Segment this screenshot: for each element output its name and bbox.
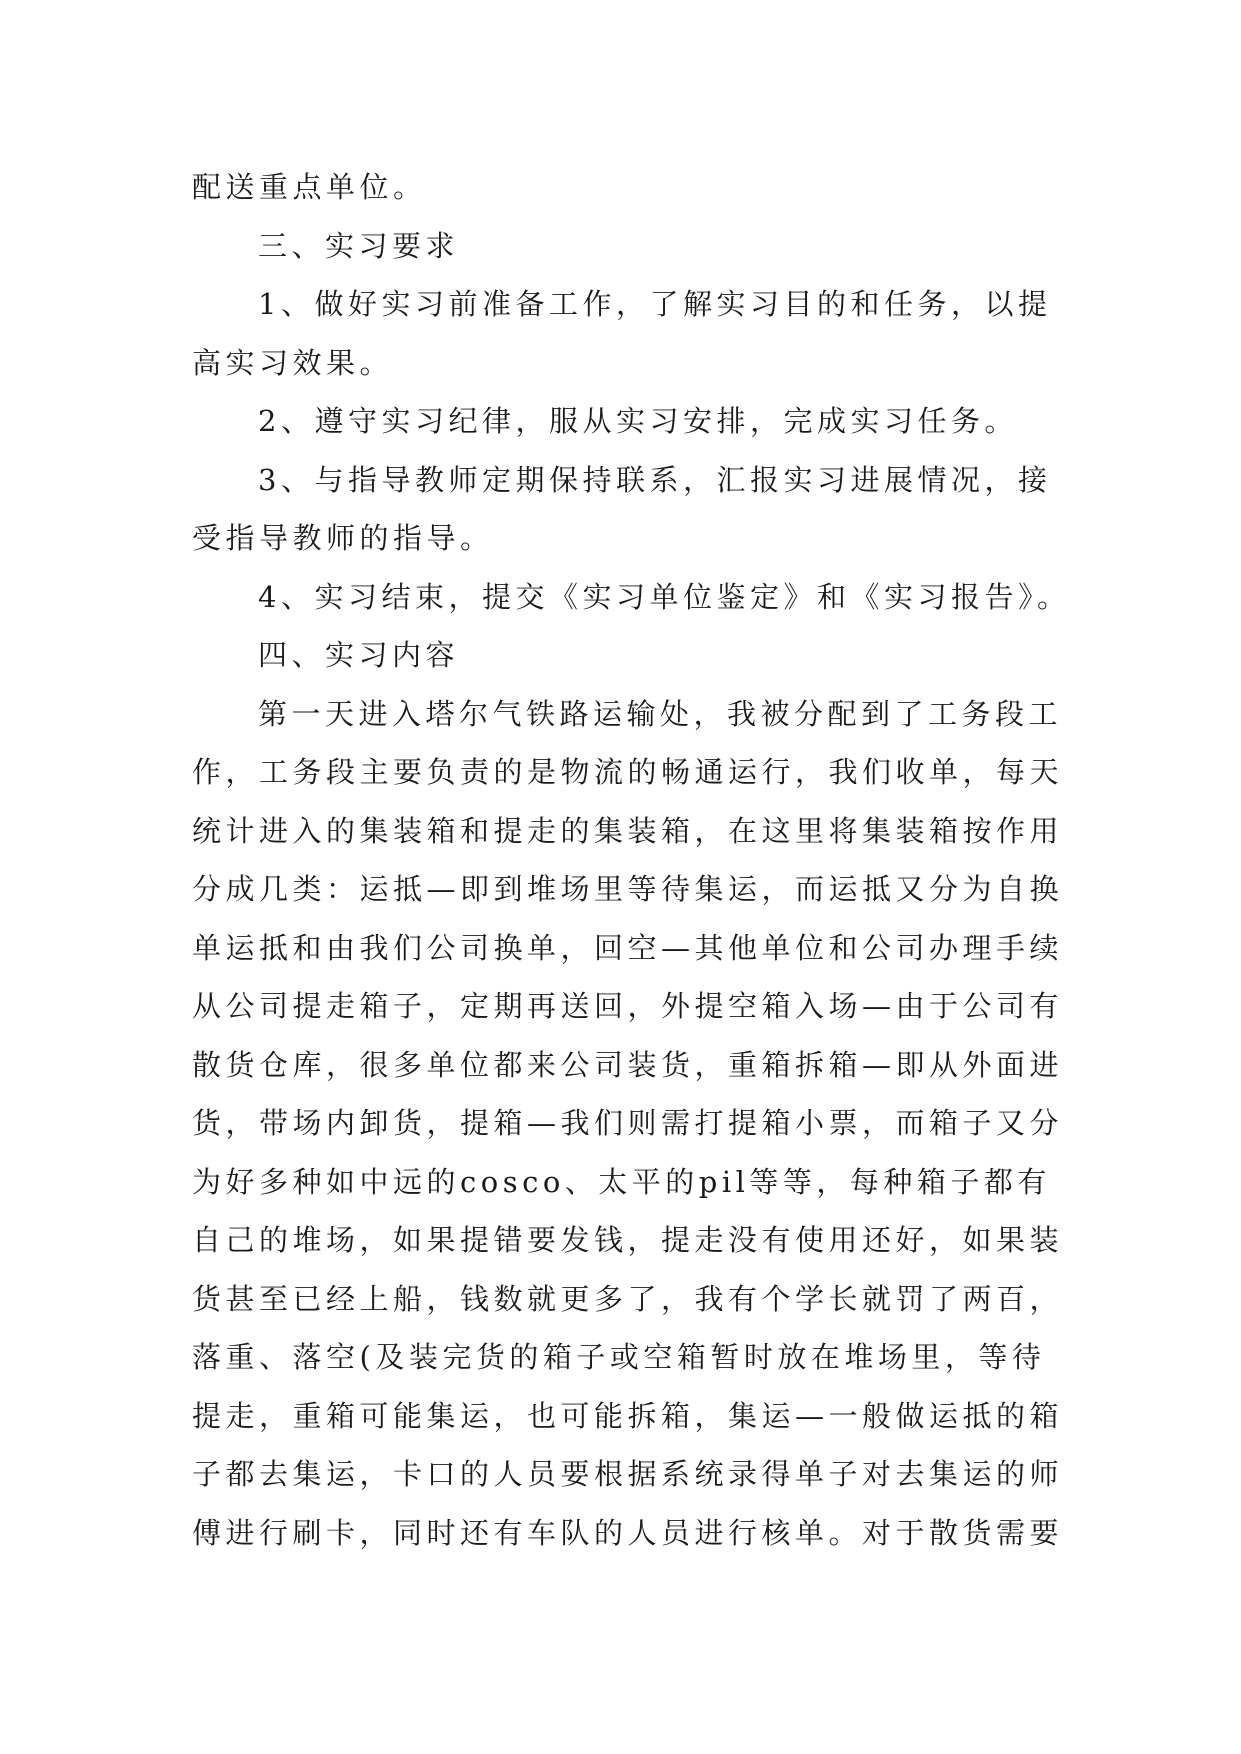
paragraph-line: 货，带场内卸货，提箱—我们则需打提箱小票，而箱子又分 — [192, 1106, 1064, 1140]
list-item: 4、实习结束，提交《实习单位鉴定》和《实习报告》。 — [258, 579, 1071, 614]
list-item: 1、做好实习前准备工作，了解实习目的和任务，以提 — [258, 287, 1052, 321]
paragraph-line: 第一天进入塔尔气铁路运输处，我被分配到了工务段工 — [258, 696, 1063, 731]
text-line: 高实习效果。 — [192, 345, 394, 380]
text-line: 配送重点单位。 — [192, 170, 427, 204]
paragraph-line: 散货仓库，很多单位都来公司装货，重箱拆箱—即从外面进 — [192, 1047, 1064, 1082]
paragraph-line: 傅进行刷卡，同时还有车队的人员进行核单。对于散货需要 — [192, 1515, 1064, 1550]
text-line: 受指导教师的指导。 — [192, 521, 494, 555]
list-item: 2、遵守实习纪律，服从实习安排，完成实习任务。 — [258, 404, 1018, 438]
paragraph-line: 货甚至已经上船，钱数就更多了，我有个学长就罚了两百， — [192, 1281, 1064, 1316]
document-body — [192, 158, 1071, 1562]
paragraph-line: 作，工务段主要负责的是物流的畅通运行，我们收单，每天 — [192, 755, 1064, 789]
section-heading: 四、实习内容 — [258, 638, 460, 672]
paragraph-line: 子都去集运，卡口的人员要根据系统录得单子对去集运的师 — [192, 1457, 1064, 1491]
paragraph-line: 从公司提走箱子，定期再送回，外提空箱入场—由于公司有 — [192, 989, 1064, 1023]
paragraph-line: 自己的堆场，如果提错要发钱，提走没有使用还好，如果装 — [192, 1223, 1064, 1257]
list-item: 3、与指导教师定期保持联系，汇报实习进展情况，接 — [258, 462, 1052, 497]
paragraph-line: 分成几类：运抵—即到堆场里等待集运，而运抵又分为自换 — [192, 872, 1064, 906]
paragraph-line: 为好多种如中远的cosco、太平的pil等等，每种箱子都有 — [192, 1164, 1051, 1199]
paragraph-line: 单运抵和由我们公司换单，回空—其他单位和公司办理手续 — [192, 930, 1064, 965]
paragraph-line: 提走，重箱可能集运，也可能拆箱，集运—一般做运抵的箱 — [192, 1398, 1064, 1433]
paragraph-line: 统计进入的集装箱和提走的集装箱，在这里将集装箱按作用 — [192, 813, 1064, 848]
paragraph-line: 落重、落空(及装完货的箱子或空箱暂时放在堆场里，等待 — [192, 1340, 1046, 1374]
section-heading: 三、实习要求 — [258, 228, 460, 263]
